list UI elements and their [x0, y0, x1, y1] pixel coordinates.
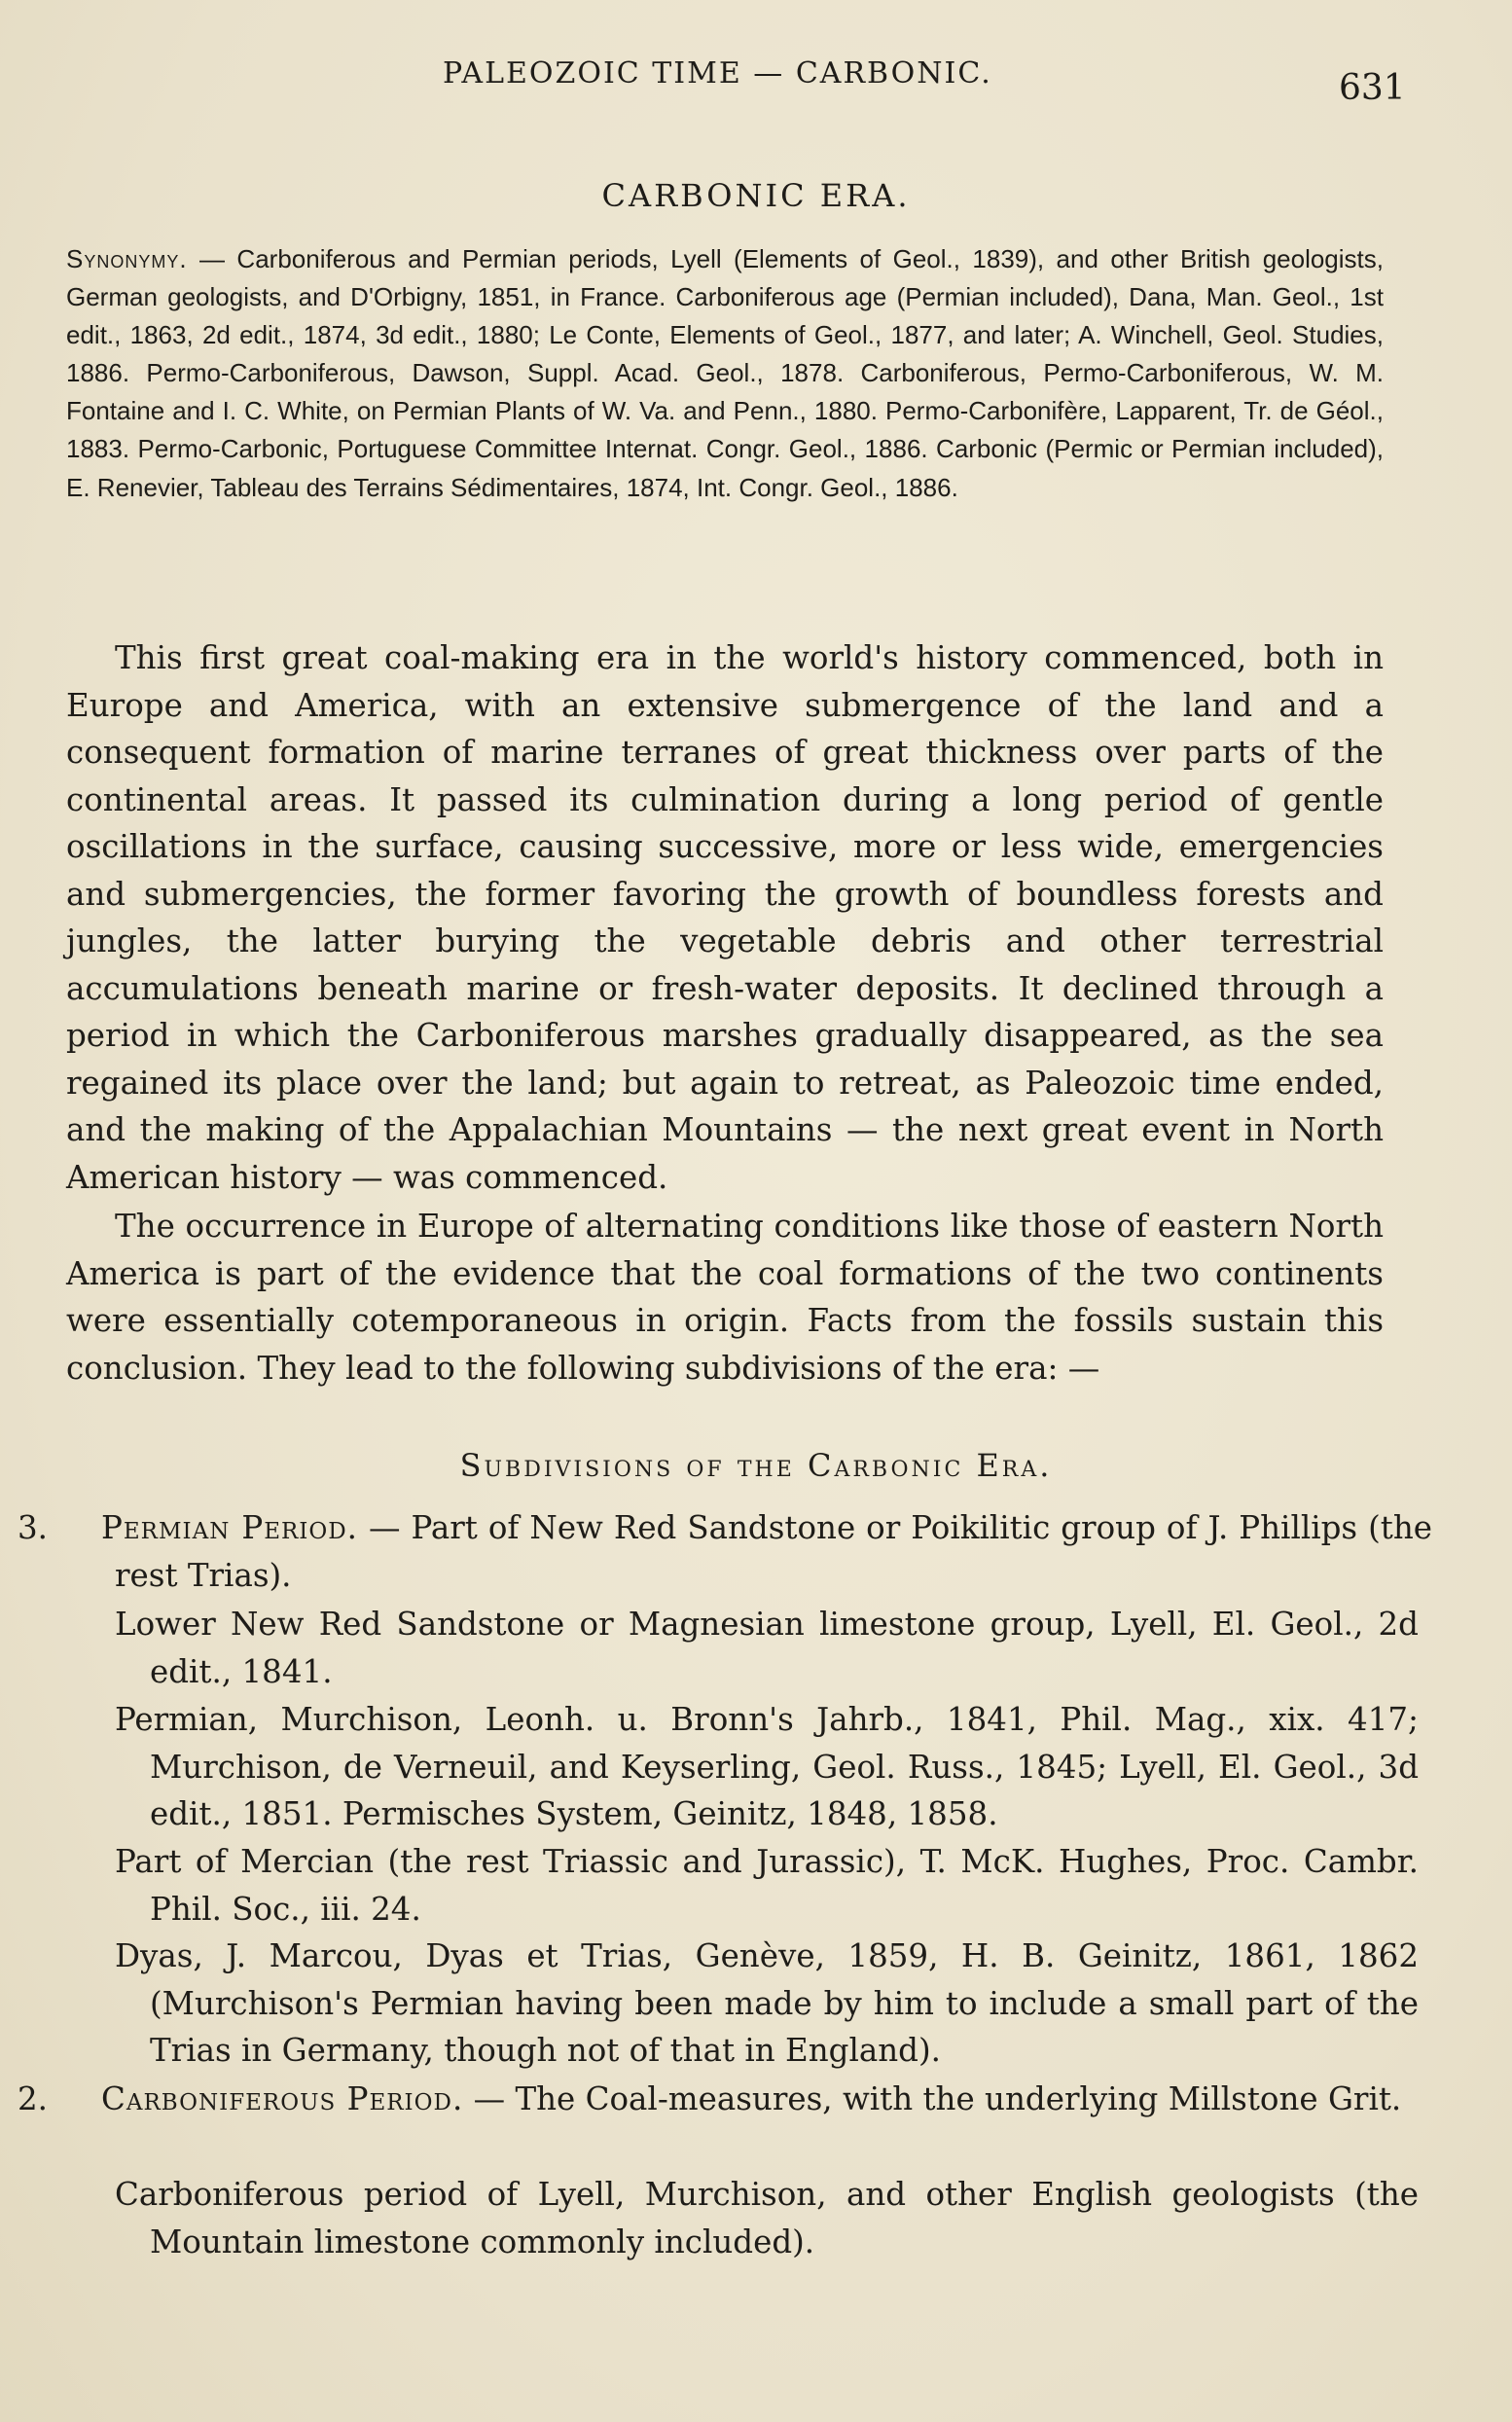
body-paragraph-1: This first great coal-making era in the world's history commenced, both in Europe and America, with an extensive submergence of the land and a consequent formation of marine terranes of great thickness over parts of the continental areas. It passed its culmination during a long period of gentle oscillations in the surface, causing successive, more or less wide, emergencies and submergencies, the former favoring the growth of boundless forests and jungles, the latter burying the vegetable debris and other terrestrial accumulations beneath marine or fresh-water deposits. It declined through a period in which the Carboniferous marshes gradually disappeared, as the sea regained its place over the land; but again to retreat, as Paleozoic time ended, and the making of the Appalachian Mountains — the next great event in North American history — was commenced.	[66, 639, 1384, 1196]
permian-note-1: Lower New Red Sandstone or Magnesian limestone group, Lyell, El. Geol., 2d edit., 1841.	[115, 1606, 1419, 1690]
subdivision-name: Permian Period.	[101, 1509, 359, 1546]
synonymy-text: — Carboniferous and Permian periods, Lyell (Elements of Geol., 1839), and other British geologists, German geologists, and D'Orbigny, 1851, in France. Carboniferous age (Permian included), Dana, Man. Geol., 1st edit., 1863, 2d edit., 1874, 3d edit., 1880; Le Conte, Elements of Geol., 1877, and later; A. Winchell, Geol. Studies, 1886. Permo-Carboniferous, Dawson, Suppl. Acad. Geol., 1878. Carboniferous, Permo-Carboniferous, W. M. Fontaine and I. C. White, on Permian Plants of W. Va. and Penn., 1880. Permo-Carbonifère, Lapparent, Tr. de Géol., 1883. Permo-Carbonic, Portuguese Committee Internat. Congr. Geol., 1886. Carbonic (Permic or Permian included), E. Renevier, Tableau des Terrains Sédimentaires, 1874, Int. Congr. Geol., 1886.	[66, 244, 1384, 502]
subdivision-name: Carboniferous Period.	[101, 2080, 464, 2117]
subdivision-number: 3.	[18, 1509, 49, 1546]
permian-note-3: Part of Mercian (the rest Triassic and Jurassic), T. McK. Hughes, Proc. Cambr. Phil. Soc., iii. 24.	[115, 1843, 1419, 1928]
carboniferous-note-1: Carboniferous period of Lyell, Murchison, and other English geologists (the Mountain limestone commonly included).	[115, 2176, 1419, 2260]
subdivision-permian	[18, 1504, 1432, 1599]
page-header	[0, 56, 1512, 115]
era-title: CARBONIC ERA.	[601, 177, 911, 214]
synonymy-paragraph	[66, 240, 1384, 507]
subdivision-number: 2.	[18, 2080, 49, 2117]
body-paragraph-2: The occurrence in Europe of alternating conditions like those of eastern North America is part of the evidence that the coal formations of the two continents were essentially cotemporaneous in origin. Facts from the fossils sustain this conclusion. They lead to the following subdivisions of the era: —	[66, 1208, 1384, 1387]
subdivisions-title: Subdivisions of the Carbonic Era.	[459, 1447, 1053, 1484]
page-number: 631	[1339, 68, 1406, 108]
permian-note-2: Permian, Murchison, Leonh. u. Bronn's Jahrb., 1841, Phil. Mag., xix. 417; Murchison, de Verneuil, and Keyserling, Geol. Russ., 1845; Lyell, El. Geol., 3d edit., 1851. Permisches System, Geinitz, 1848, 1858.	[115, 1701, 1419, 1832]
running-head: PALEOZOIC TIME — CARBONIC.	[443, 56, 992, 90]
subdivision-carboniferous	[18, 2076, 1432, 2123]
synonymy-label: Synonymy.	[66, 244, 188, 273]
subdivision-description: — Part of New Red Sandstone or Poikilitic group of J. Phillips (the rest Trias).	[115, 1509, 1432, 1594]
permian-note-4: Dyas, J. Marcou, Dyas et Trias, Genève, 1859, H. B. Geinitz, 1861, 1862 (Murchison's Permian having been made by him to include a small part of the Trias in Germany, though not of that in England).	[115, 1937, 1419, 2069]
subdivision-description: — The Coal-measures, with the underlying Millstone Grit.	[463, 2080, 1402, 2117]
